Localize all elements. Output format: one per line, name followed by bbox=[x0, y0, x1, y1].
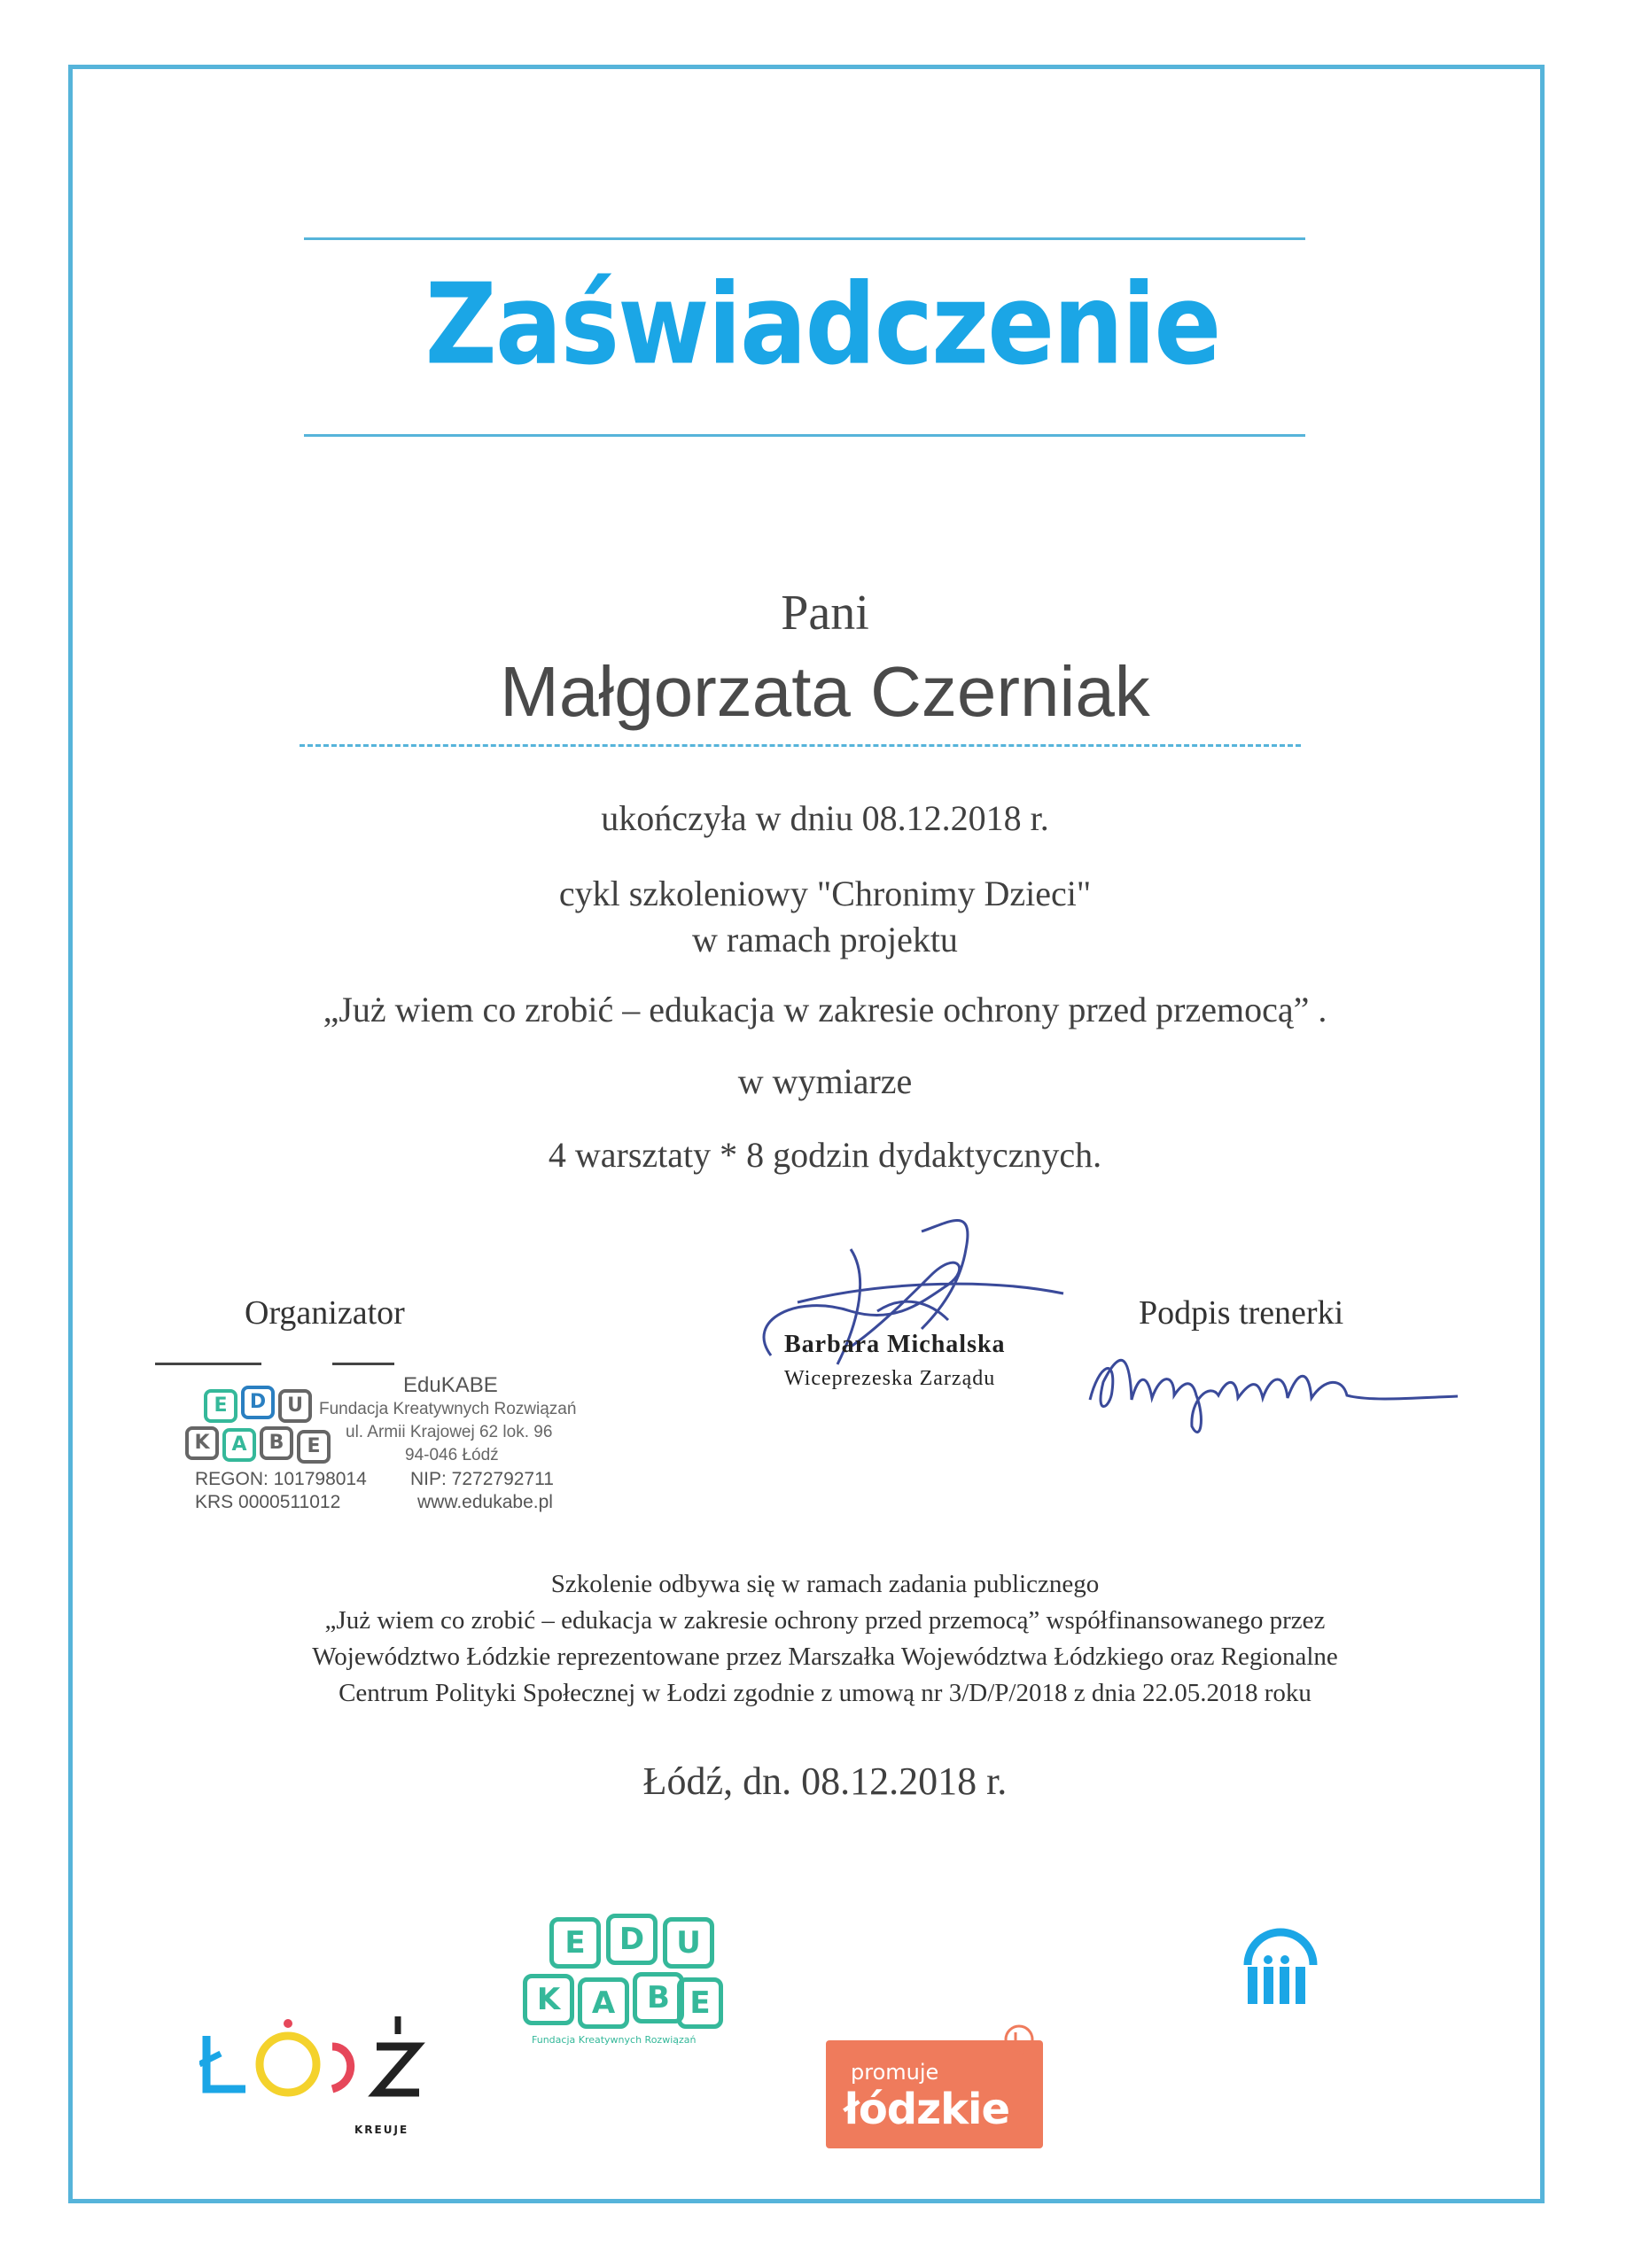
training-cycle-line: cykl szkoleniowy "Chronimy Dzieci" bbox=[558, 874, 1092, 913]
funding-note-line: Centrum Polityki Społecznej w Łodzi zgodnie z umową nr 3/D/P/2018 z dnia 22.05.2018 roku bbox=[339, 1679, 1311, 1707]
certificate-title: Zaświadczenie bbox=[424, 260, 1220, 390]
stamp-tile: U bbox=[278, 1389, 312, 1423]
lodz-logo-icon bbox=[199, 2011, 439, 2117]
funding-note-line: Szkolenie odbywa się w ramach zadania publicznego bbox=[550, 1570, 1100, 1598]
place-and-date: Łódź, dn. 08.12.2018 r. bbox=[642, 1759, 1008, 1803]
stamp-krs: KRS 0000511012 bbox=[195, 1492, 341, 1512]
edukabe-logo-tile: D bbox=[606, 1914, 658, 1965]
rops-logo-icon bbox=[1241, 1921, 1320, 2009]
stamp-org: Fundacja Kreatywnych Rozwiązań bbox=[319, 1400, 577, 1418]
stamp-tile: E bbox=[204, 1389, 237, 1423]
edukabe-logo-tile: E bbox=[549, 1917, 601, 1969]
stamp-street: ul. Armii Krajowej 62 lok. 96 bbox=[346, 1423, 553, 1441]
edukabe-logo-tile: E bbox=[677, 1977, 723, 2029]
edukabe-logo-tile: K bbox=[523, 1974, 574, 2025]
lodz-logo-caption: KREUJE bbox=[354, 2124, 409, 2136]
stamp-tile: E bbox=[297, 1430, 331, 1464]
trainer-signature-label: Podpis trenerki bbox=[1139, 1294, 1344, 1332]
promo-top-text: promuje bbox=[851, 2060, 939, 2085]
stamp-tile: B bbox=[260, 1426, 293, 1460]
funding-note-line: Województwo Łódzkie reprezentowane przez Marszałka Województwa Łódzkiego oraz Regionalne bbox=[312, 1643, 1338, 1671]
title-top-rule bbox=[304, 237, 1305, 240]
stamp-nip: NIP: 7272792711 bbox=[410, 1469, 554, 1489]
edukabe-logo-tile: A bbox=[578, 1977, 629, 2029]
name-underline bbox=[300, 744, 1301, 747]
scope-hours-line: 4 warsztaty * 8 godzin dydaktycznych. bbox=[548, 1135, 1102, 1175]
organizer-label: Organizator bbox=[245, 1294, 405, 1332]
stamp-tile: K bbox=[185, 1426, 219, 1460]
completion-line: ukończyła w dniu 08.12.2018 r. bbox=[601, 798, 1049, 838]
organizer-stamp bbox=[155, 1363, 607, 1513]
trainer-signature-scribble bbox=[1077, 1329, 1467, 1444]
signer-name: Barbara Michalska bbox=[784, 1331, 1006, 1358]
edukabe-logo-tile: B bbox=[633, 1972, 684, 2023]
edukabe-logo-tile: U bbox=[663, 1917, 714, 1969]
recipient-name: Małgorzata Czerniak bbox=[500, 652, 1150, 731]
promo-trademark-icon bbox=[1001, 2022, 1037, 2057]
stamp-name: EduKABE bbox=[403, 1373, 498, 1397]
scope-intro-line: w wymiarze bbox=[737, 1061, 913, 1101]
project-intro-line: w ramach projektu bbox=[692, 920, 958, 959]
edukabe-logo bbox=[523, 1914, 727, 2047]
signer-role: Wiceprezeska Zarządu bbox=[784, 1367, 996, 1390]
promo-main-text: łódzkie bbox=[844, 2085, 1010, 2134]
edukabe-logo-caption: Fundacja Kreatywnych Rozwiązań bbox=[532, 2034, 697, 2046]
title-bottom-rule bbox=[304, 434, 1305, 437]
stamp-tile: D bbox=[241, 1386, 275, 1419]
recipient-salutation: Pani bbox=[781, 586, 869, 641]
stamp-tile: A bbox=[222, 1428, 256, 1462]
stamp-regon: REGON: 101798014 bbox=[195, 1469, 367, 1489]
project-name-line: „Już wiem co zrobić – edukacja w zakresie ochrony przed przemocą” . bbox=[323, 990, 1327, 1029]
stamp-city: 94-046 Łódź bbox=[405, 1446, 499, 1464]
stamp-www: www.edukabe.pl bbox=[417, 1492, 553, 1512]
lodz-kreuje-logo bbox=[199, 2011, 439, 2144]
funding-note-line: „Już wiem co zrobić – edukacja w zakresie ochrony przed przemocą” współfinansowanego przez bbox=[324, 1606, 1326, 1635]
